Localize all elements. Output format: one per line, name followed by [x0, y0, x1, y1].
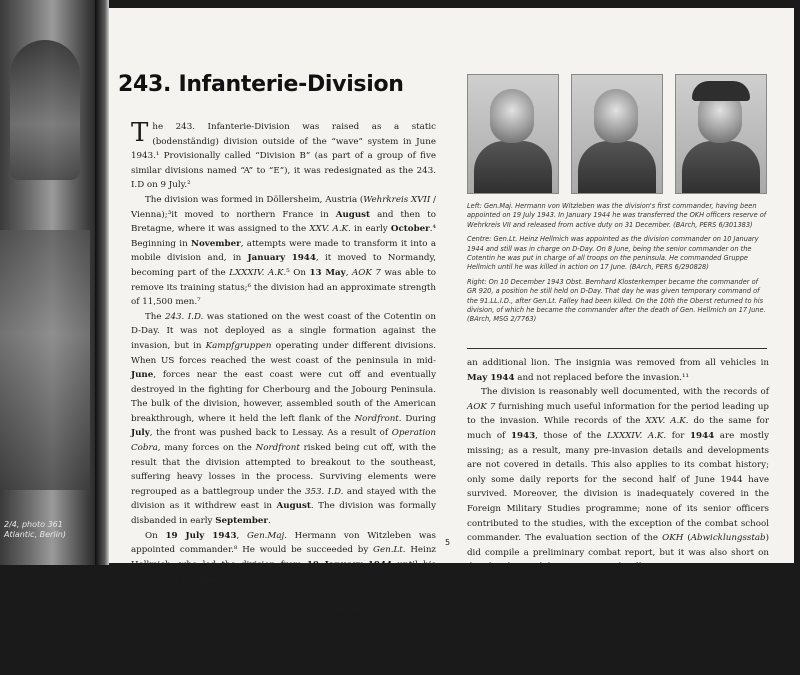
portrait-klosterkemper	[675, 74, 767, 194]
body-paragraph	[467, 385, 769, 575]
text-run: ,	[236, 530, 247, 541]
text-run: Heinz Hellmich, who led the division from	[131, 545, 436, 570]
text-run: June	[131, 370, 154, 381]
caption-left: Left: Gen.Maj. Hermann von Witzleben was the division's first commander, having been appointed on 19 July 1943. In January 1944 he was transferred the OKH officers reserve of Wehrkreis VII and released from active duty on 31 December. (BArch, PERS 6/301383)	[467, 202, 767, 229]
text-run: 243. I.D.	[164, 311, 204, 322]
text-run: Gen.Lt.	[373, 545, 406, 556]
text-run: are mostly missing; as a result, many pre-invasion details and developments are not covered in details. This also applies to its combat history; only some daily reports for the second half of June 1944 have survived. Moreover, the division is inadequately covered in the Foreign Military Studies programme; none of its senior officers contributed to the studies, with the exception of the combat school commander. The evaluation section of the	[467, 430, 769, 544]
text-run: The divisional insignia was a shield with three lions in repose (yellow on a red background), similar to the coat of arms of Normandy, albeit with	[131, 632, 436, 672]
text-run: , forces near the east coast were cut off and eventually destroyed in the fighting for Cherbourg and the Jobourg Peninsula. The bulk of the division, however, assembled south of the American breakthrough, where it held the left flank of the	[131, 370, 436, 424]
text-run: AOK 7	[183, 618, 212, 629]
text-run: August	[328, 603, 364, 614]
caption-right: Right: On 10 December 1943 Obst. Bernhard Klosterkemper became the commander of GR 920, a position he still held on D-Day. That day he was given temporary command of the 91.LL.I.D., after Gen.Lt. Falley had been killed. On the 10th the Oberst returned to his division, of which he became the commander after the death of Gen. Hellmich on 17 June. (BArch, MSG 2/7763)	[467, 277, 766, 324]
text-column-right	[467, 356, 769, 575]
caption-divider	[467, 348, 767, 349]
body-paragraph	[131, 631, 436, 675]
text-run: Abwicklungsstab	[690, 533, 766, 544]
text-run: Wehrkreis XVII	[363, 194, 431, 205]
portrait-witzleben	[467, 74, 559, 194]
body-paragraph	[131, 193, 436, 310]
photo-credit-line: Atlantic, Berlin)	[4, 530, 66, 539]
text-run: , it moved to Normandy, becoming part of the	[131, 253, 436, 278]
text-run: 10 January 1944	[306, 559, 393, 570]
portrait-face	[490, 89, 534, 143]
text-run: August	[335, 209, 371, 220]
text-run: 13 May	[309, 267, 346, 278]
portrait-hellmich	[571, 74, 663, 194]
text-run: 1944	[690, 430, 715, 441]
text-run: XXV. A.K.	[645, 416, 689, 427]
text-run: was stationed on the west coast of the Cotentin on D-Day. It was not deployed as a single formation against the invasion, but in	[131, 311, 436, 351]
page-title: 243. Infanterie-Division	[118, 72, 404, 97]
soldier-helmet-shape	[10, 40, 80, 180]
text-run: The division is reasonably well documented, with the records of	[481, 387, 769, 398]
photo-captions	[467, 202, 767, 330]
text-run: 19 July 1943	[165, 530, 237, 541]
text-run: August	[276, 501, 311, 512]
text-run: risked being cut off, with the result that the division attempted to breakout to the southeast, suffering heavy losses in the process. Surviving elements were regrouped as a battlegroup under the	[131, 443, 436, 497]
text-run: Bernhard Klosterkemper, the senior regimental commander, then took over and remained in charge of the remnants of the division until early	[131, 574, 436, 614]
text-run: September	[215, 516, 269, 527]
text-run: Nordfront	[255, 443, 300, 454]
portrait-row	[467, 74, 767, 196]
text-run: The	[145, 311, 165, 322]
text-run: in early	[350, 224, 391, 235]
text-run: an additional lion. The insignia was removed from all vehicles in	[467, 358, 769, 368]
portrait-cap	[692, 81, 750, 101]
portrait-uniform	[682, 141, 760, 194]
text-run: , the front was pushed back to Lessay. As a result of	[149, 428, 392, 439]
text-run: , when he was attached to	[131, 603, 436, 629]
text-run: .⁹	[221, 574, 235, 585]
text-run: XXV. A.K.	[309, 224, 351, 235]
text-run: .	[268, 516, 271, 527]
photo-credit-line: 2/4, photo 361	[4, 520, 63, 529]
text-run: for	[666, 430, 690, 441]
text-run: AOK 7	[467, 401, 496, 412]
text-run: Obst.	[234, 574, 259, 585]
book-gutter	[95, 0, 109, 565]
text-run: and not replaced before the invasion.¹¹	[514, 372, 690, 383]
left-page-photo	[0, 0, 95, 565]
text-run: LXXXIV. A.K.	[606, 430, 667, 441]
text-run: On	[145, 530, 166, 541]
text-run: The division was formed in Döllersheim, Austria (	[145, 194, 364, 205]
text-run: Kampfgruppen	[205, 340, 272, 351]
body-paragraph	[131, 120, 436, 193]
text-run: 353. I.D.	[304, 486, 344, 497]
text-run: Nordfront	[354, 413, 399, 424]
page-number: 5	[445, 538, 451, 547]
text-run: May 1944	[467, 372, 515, 383]
text-run: November	[191, 238, 241, 249]
text-run: Gen.Maj.	[246, 530, 287, 541]
book-page	[109, 8, 794, 672]
text-run: 1943	[510, 430, 536, 441]
text-run: furnishing much useful information for the period leading up to the invasion. While records of the	[467, 401, 769, 427]
body-paragraph	[467, 356, 769, 385]
text-run: 17 June	[180, 574, 222, 585]
text-run: , those of the	[535, 430, 607, 441]
text-run: (	[683, 533, 691, 544]
text-run: and stayed with the division as it withdrew east in	[131, 486, 437, 512]
text-run: ) did compile a preliminary combat report, but it was also short on details. That such lacunae exist is hardly	[467, 533, 770, 573]
text-run: operating under different divisions. When US forces reached the west coast of the peninsula in mid-	[131, 340, 437, 366]
text-run: Operation Cobra	[131, 428, 436, 454]
caption-centre: Centre: Gen.Lt. Heinz Hellmich was appointed as the division commander on 10 January 1944 and still was in charge on D-Day. On 8 June, being the senior commander on the Cotentin he was put in charge of all troops on the peninsula. He commanded Gruppe Hellmich until he was killed in action on 17 June. (BArch, PERS 6/290828)	[467, 235, 759, 272]
text-run: he 243. Infanterie-Division was raised as a static (bodenständig) division outside of the “wave” system in June 1943.¹ Provisionally called “Division B” (as part of a group of five similar divisions named “A” to “E”), it was redesignated as the 243. I.D on 9 July.²	[131, 122, 436, 191]
text-run: . During	[398, 413, 436, 424]
portrait-uniform	[578, 141, 656, 194]
body-paragraph	[131, 310, 436, 529]
text-run: was able to remove its training status;⁶ the division had an approximate strength of 11,500 men.⁷	[131, 267, 436, 308]
soldier-body-shape	[0, 230, 90, 490]
drop-cap: T	[131, 118, 149, 148]
text-run: AOK 7	[352, 267, 381, 278]
text-run: LXXXIV. A.K.	[229, 267, 287, 278]
text-run: January 1944	[247, 253, 316, 264]
text-run: .⁴ Beginning in	[131, 224, 436, 249]
body-paragraph	[131, 529, 436, 631]
text-run: Hermann von Witzleben was appointed commander.⁸ He would be succeeded by	[131, 530, 436, 556]
text-run: ⁵ On	[286, 267, 310, 278]
portrait-face	[594, 89, 638, 143]
text-run: until his death on	[131, 559, 436, 585]
text-run: .¹⁰	[211, 618, 222, 629]
text-run: . The division was formally disbanded in early	[131, 501, 436, 527]
portrait-uniform	[474, 141, 552, 194]
text-run: , many forces on the	[157, 443, 256, 454]
text-run: October	[390, 224, 430, 235]
text-run: do the same for much of	[467, 416, 769, 441]
text-run: July	[131, 428, 150, 439]
text-run: ,	[345, 267, 352, 278]
text-run: OKH	[662, 533, 684, 544]
text-run: , attempts were made to transform it into a mobile division and, in	[131, 238, 436, 264]
text-column-left	[131, 120, 436, 675]
text-run: / Vienna);³it moved to northern France in	[131, 194, 436, 220]
text-run: and then to Bretagne, where it was assigned to the	[131, 209, 437, 235]
photo-credit	[4, 520, 66, 540]
